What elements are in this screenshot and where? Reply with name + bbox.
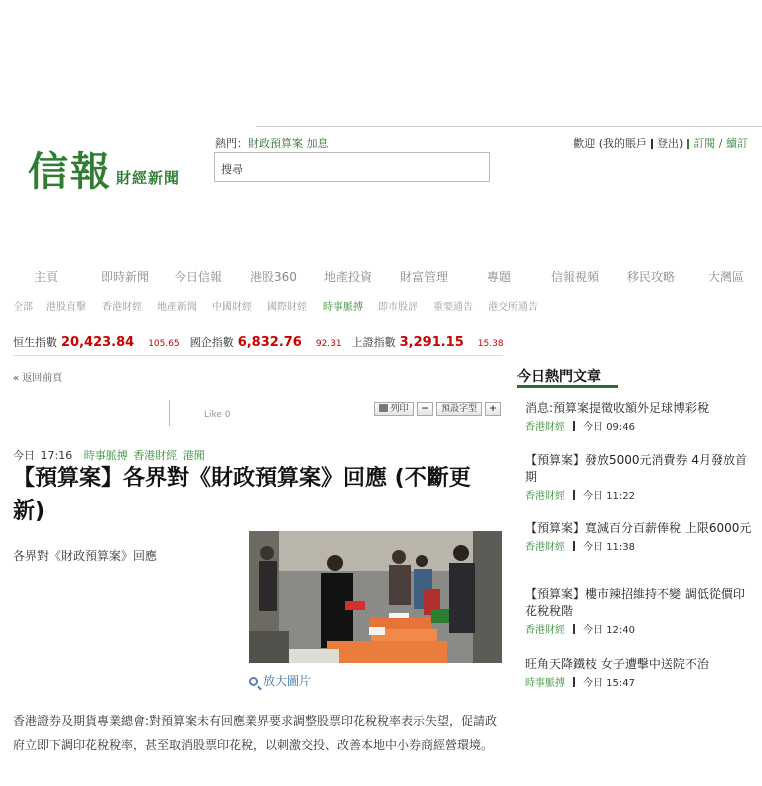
- meta-separator: [573, 541, 575, 551]
- main-nav-item[interactable]: 移民攻略: [627, 270, 676, 284]
- article-category-link[interactable]: 港聞: [182, 449, 205, 462]
- index-value: 6,832.76: [237, 335, 302, 350]
- popular-article-item[interactable]: [525, 452, 755, 502]
- article-meta: [13, 447, 207, 463]
- index-name: 國企指數: [189, 336, 234, 349]
- font-increase-button[interactable]: +: [485, 402, 501, 416]
- popular-article-title[interactable]: 【預算案】樓市辣招維持不變 調低從價印花稅稅階: [525, 587, 745, 618]
- sidebar-title-underline: [517, 385, 618, 388]
- font-default-button[interactable]: 預設字型: [436, 402, 482, 416]
- main-nav-item[interactable]: 專題: [487, 270, 512, 284]
- meta-separator: [573, 624, 575, 634]
- popular-article-category[interactable]: 香港財經: [525, 625, 565, 636]
- popular-article-date: 今日: [583, 542, 603, 553]
- hot-link-budget[interactable]: 財政預算案: [248, 137, 303, 150]
- article-lead: 各界對《財政預算案》回應: [13, 549, 158, 563]
- popular-article-meta: [525, 418, 755, 433]
- popular-article-date: 今日: [583, 422, 603, 433]
- account-links: [573, 135, 748, 151]
- logo-main-text: 信報: [28, 148, 112, 195]
- popular-article-item[interactable]: [525, 586, 755, 636]
- index-value: 20,423.84: [61, 335, 135, 350]
- popular-article-category[interactable]: 香港財經: [525, 542, 565, 553]
- logo-sub-text: 財經新聞: [116, 169, 181, 187]
- sidebar-title: 今日熱門文章: [517, 369, 601, 385]
- index-name: 上證指數: [351, 336, 396, 349]
- main-nav-item[interactable]: 今日信報: [174, 270, 223, 284]
- main-nav-item[interactable]: 港股360: [250, 270, 297, 284]
- account-separator: [651, 139, 653, 149]
- sub-nav-item[interactable]: 國際財經: [267, 302, 307, 313]
- search-input[interactable]: 搜尋: [214, 152, 490, 182]
- article-photo[interactable]: [249, 531, 502, 663]
- sub-nav-item[interactable]: 中國財經: [212, 302, 252, 313]
- hot-label: 熱門：: [215, 137, 248, 150]
- index-change: 92.31: [315, 339, 342, 349]
- popular-article-time: 11:22: [606, 491, 636, 502]
- top-blank-area: [0, 0, 762, 128]
- index-value: 3,291.15: [399, 335, 464, 350]
- article-category-link[interactable]: 香港財經: [133, 449, 178, 462]
- popular-article-title[interactable]: 【預算案】發放5000元消費券 4月發放首期: [525, 453, 747, 484]
- popular-article-title[interactable]: 消息:預算案提徵收額外足球博彩稅: [525, 401, 710, 415]
- toolbar-divider: [169, 400, 170, 426]
- popular-article-category[interactable]: 香港財經: [525, 491, 565, 502]
- meta-separator: [573, 421, 575, 431]
- subscribe-link[interactable]: 訂閱 / 續訂: [693, 137, 748, 150]
- site-logo[interactable]: [28, 150, 180, 194]
- main-nav-item[interactable]: 主頁: [34, 270, 59, 284]
- back-link[interactable]: « 返回前頁: [13, 373, 63, 384]
- popular-article-category[interactable]: 香港財經: [525, 422, 565, 433]
- popular-article-item[interactable]: [525, 656, 755, 689]
- index-change: 105.65: [148, 339, 180, 349]
- logout-link[interactable]: 登出): [657, 137, 684, 150]
- sub-nav-item[interactable]: 地產新聞: [157, 302, 197, 313]
- meta-separator: [573, 677, 575, 687]
- meta-separator: [573, 490, 575, 500]
- article-time: 17:16: [40, 449, 73, 462]
- main-nav-item[interactable]: 財富管理: [400, 270, 449, 284]
- subscribe-separator: [687, 139, 689, 149]
- market-indices: [13, 334, 514, 350]
- article-toolbar: [13, 400, 503, 428]
- popular-article-item[interactable]: [525, 400, 755, 433]
- article-date: 今日: [13, 449, 35, 462]
- sub-nav-item[interactable]: 重要通告: [433, 302, 473, 313]
- popular-article-date: 今日: [583, 678, 603, 689]
- top-divider: [256, 126, 762, 127]
- popular-article-category[interactable]: 時事脈搏: [525, 678, 565, 689]
- popular-article-meta: [525, 538, 755, 553]
- hot-topics: [215, 135, 329, 151]
- sub-nav: [0, 298, 762, 312]
- popular-article-time: 15:47: [606, 678, 636, 689]
- sub-nav-item[interactable]: 全部: [13, 302, 33, 313]
- print-label: 列印: [390, 404, 409, 414]
- popular-article-meta: [525, 674, 755, 689]
- main-nav-item[interactable]: 即時新聞: [101, 270, 150, 284]
- hot-link-rate-hike[interactable]: 加息: [306, 137, 329, 150]
- sub-nav-item-active[interactable]: 時事脈搏: [323, 302, 363, 313]
- sub-nav-item[interactable]: 港股直擊: [46, 302, 86, 313]
- enlarge-image-label: 放大圖片: [263, 674, 312, 688]
- article-headline: 【預算案】各界對《財政預算案》回應 (不斷更新): [13, 466, 471, 524]
- magnifier-icon: [249, 677, 258, 686]
- popular-article-title[interactable]: 旺角天降鐵枝 女子遭擊中送院不治: [525, 657, 709, 671]
- printer-icon: [379, 404, 388, 412]
- like-button[interactable]: Like 0: [204, 410, 231, 420]
- my-account-link[interactable]: (我的賬戶: [598, 137, 647, 150]
- index-change: 15.38: [477, 339, 504, 349]
- indices-divider: [13, 355, 503, 356]
- article-body: 香港證券及期貨專業總會:對預算案未有回應業界要求調整股票印花稅稅率表示失望，促請政府立即下調印花稅稅率，甚至取消股票印花稅，以刺激交投、改善本地中小券商經營環境。: [13, 714, 498, 752]
- main-nav-item[interactable]: 信報視頻: [551, 270, 600, 284]
- popular-article-date: 今日: [583, 491, 603, 502]
- popular-article-time: 09:46: [606, 422, 636, 433]
- popular-article-item[interactable]: [525, 520, 755, 553]
- article-category-link[interactable]: 時事脈搏: [83, 449, 128, 462]
- sub-nav-item[interactable]: 香港財經: [102, 302, 142, 313]
- sub-nav-item[interactable]: 即市股評: [378, 302, 418, 313]
- popular-article-title[interactable]: 【預算案】寬減百分百薪俸稅 上限6000元: [525, 521, 752, 535]
- index-name: 恒生指數: [13, 336, 57, 349]
- article-photo-illustration: [249, 531, 502, 663]
- font-decrease-button[interactable]: −: [417, 402, 433, 416]
- popular-article-date: 今日: [583, 625, 603, 636]
- main-nav-item[interactable]: 大灣區: [708, 270, 745, 284]
- main-nav: [0, 268, 762, 286]
- main-nav-item[interactable]: 地產投資: [324, 270, 373, 284]
- popular-article-time: 12:40: [606, 625, 636, 636]
- enlarge-image-link[interactable]: [249, 672, 311, 689]
- welcome-text: 歡迎: [573, 137, 596, 150]
- popular-article-meta: [525, 487, 755, 502]
- popular-article-meta: [525, 621, 755, 636]
- popular-article-time: 11:38: [606, 542, 636, 553]
- sub-nav-item[interactable]: 港交所通告: [488, 302, 538, 313]
- print-button[interactable]: [374, 402, 414, 416]
